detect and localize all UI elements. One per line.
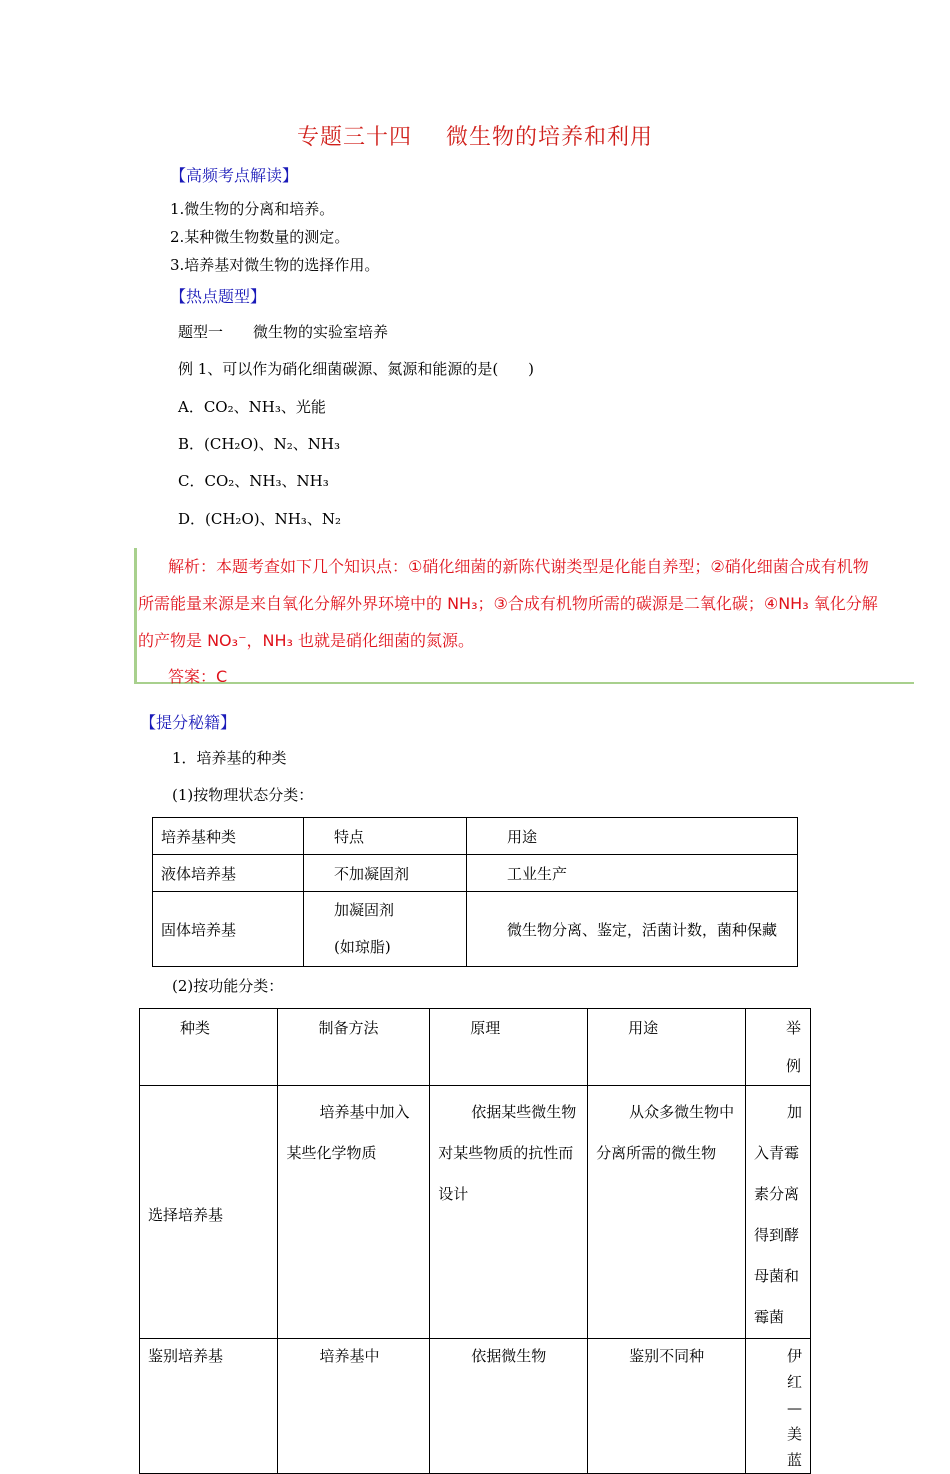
question-type-1: 题型一 微生物的实验室培养	[178, 323, 389, 341]
table-cell: 鉴别培养基	[140, 1339, 278, 1474]
analysis-line-3: 的产物是 NO₃⁻，NH₃ 也就是硝化细菌的氮源。	[138, 631, 475, 650]
table-header-row	[153, 818, 798, 855]
analysis-border-left	[134, 548, 137, 682]
table-header-cell: 制备方法	[278, 1009, 430, 1086]
table-cell: 从众多微生物中分离所需的微生物	[588, 1086, 746, 1339]
point-1: 1.微生物的分离和培养。	[170, 200, 335, 218]
table-cell: 鉴别不同种	[588, 1339, 746, 1474]
title-right: 微生物的培养和利用	[446, 125, 654, 150]
option-a: A．CO₂、NH₃、光能	[178, 398, 326, 416]
analysis-line-2: 所需能量来源是来自氧化分解外界环境中的 NH₃；③合成有机物所需的碳源是二氧化碳；④NH₃ 氧化分解	[138, 594, 878, 613]
table-header-cell: 用途	[467, 818, 798, 855]
option-b: B．(CH₂O)、N₂、NH₃	[178, 435, 340, 453]
table-header-cell: 种类	[140, 1009, 278, 1086]
title-left: 专题三十四	[296, 125, 412, 150]
table-cell-line: (如琼脂)	[334, 938, 391, 956]
subheading-media-types: 1．培养基的种类	[172, 749, 287, 767]
section-heading-1: 【高频考点解读】	[170, 166, 299, 185]
option-c: C．CO₂、NH₃、NH₃	[178, 472, 329, 490]
table-cell: 固体培养基	[153, 892, 304, 967]
example-1: 例 1、可以作为硝化细菌碳源、氮源和能源的是( )	[178, 360, 535, 378]
table-cell: 培养基中	[278, 1339, 430, 1474]
page-title	[0, 120, 950, 151]
option-d: D．(CH₂O)、NH₃、N₂	[178, 510, 341, 528]
section-heading-2: 【热点题型】	[170, 287, 267, 306]
table-row	[153, 892, 798, 967]
subheading-function: (2)按功能分类：	[172, 977, 284, 995]
table-cell: 液体培养基	[153, 855, 304, 892]
subheading-physical-state: (1)按物理状态分类：	[172, 786, 314, 804]
table-physical-state	[152, 817, 798, 967]
point-2: 2.某种微生物数量的测定。	[170, 228, 350, 246]
table-row	[140, 1339, 811, 1474]
table-header-cell: 原理	[430, 1009, 588, 1086]
table-header-cell: 用途	[588, 1009, 746, 1086]
table-header-cell: 培养基种类	[153, 818, 304, 855]
table-cell: 微生物分离、鉴定，活菌计数，菌种保藏	[467, 892, 798, 967]
table-cell: 依据微生物	[430, 1339, 588, 1474]
analysis-line-1: 解析：本题考查如下几个知识点：①硝化细菌的新陈代谢类型是化能自养型；②硝化细菌合成有机物	[168, 557, 869, 576]
table-cell: 加入青霉素分离得到酵母菌和霉菌	[745, 1086, 810, 1339]
table-cell-line: 加凝固剂	[334, 901, 395, 919]
table-row	[140, 1086, 811, 1339]
analysis-border-bottom	[134, 682, 914, 684]
table-header-cell: 举例	[745, 1009, 810, 1086]
answer: 答案：C	[168, 667, 228, 686]
table-cell: 工业生产	[467, 855, 798, 892]
table-cell: 依据某些微生物对某些物质的抗性而设计	[430, 1086, 588, 1339]
point-3: 3.培养基对微生物的选择作用。	[170, 256, 380, 274]
table-cell	[304, 892, 467, 967]
table-header-row	[140, 1009, 811, 1086]
table-cell: 培养基中加入某些化学物质	[278, 1086, 430, 1339]
table-cell: 伊红—美蓝	[745, 1339, 810, 1474]
section-heading-3: 【提分秘籍】	[140, 713, 237, 732]
table-cell: 选择培养基	[140, 1086, 278, 1339]
table-function	[139, 1008, 811, 1474]
table-header-cell: 特点	[304, 818, 467, 855]
table-row	[153, 855, 798, 892]
table-cell: 不加凝固剂	[304, 855, 467, 892]
